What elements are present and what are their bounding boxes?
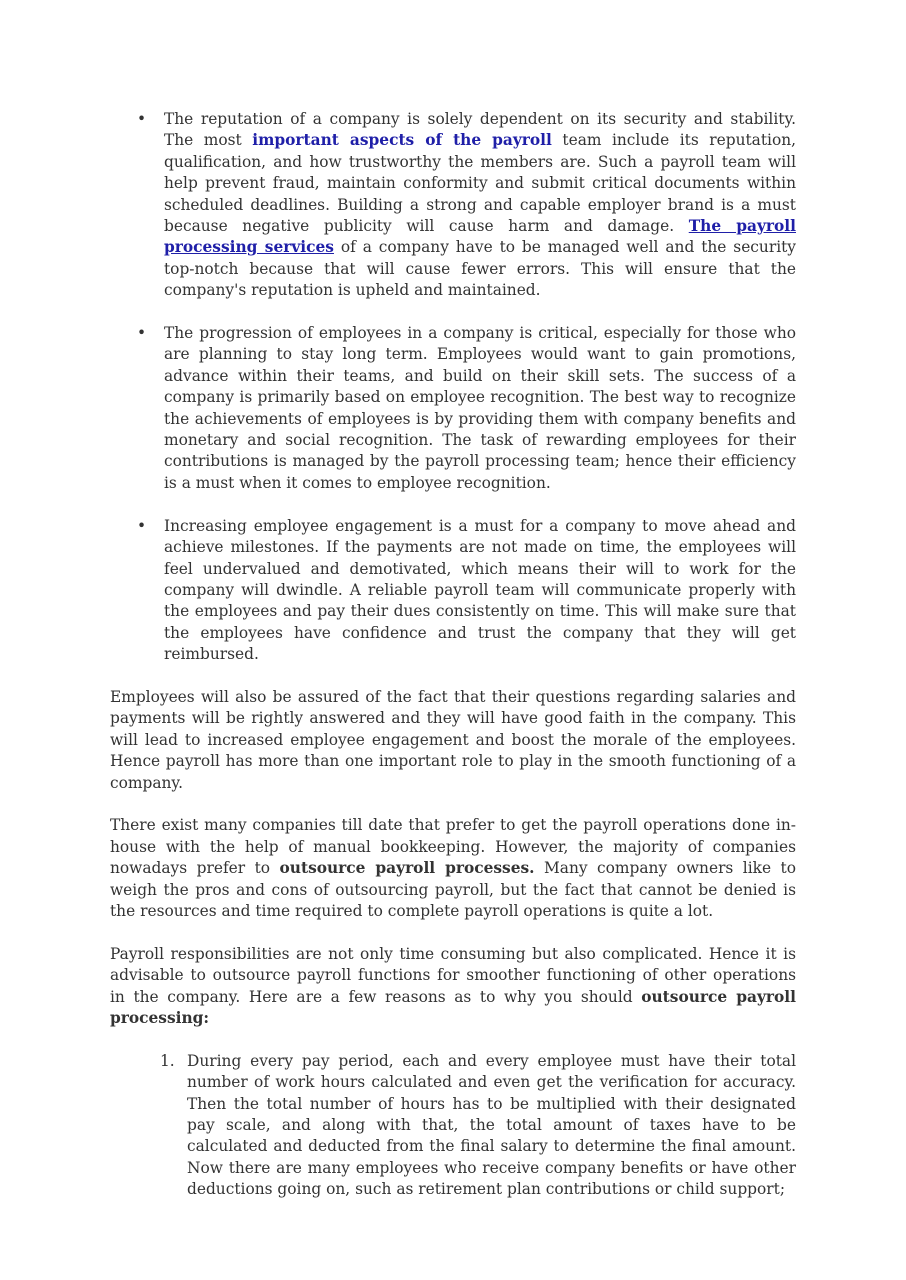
reason-number: 1.: [160, 1051, 175, 1070]
highlight-payroll-aspects: important aspects of the payroll: [252, 131, 552, 150]
bullet-item-progression: [110, 323, 796, 494]
paragraph-text: Many company owners like to weigh the pros and cons of outsourcing payroll, but the fact that cannot be denied is the resources and time required to complete payroll operations is quite a lot.: [110, 859, 796, 920]
bullet-text: Increasing employee engagement is a must for a company to move ahead and achieve milestones. If the payments are not made on time, the employees will feel undervalued and demotivated, which means their will to work for the company will dwindle. A reliable payroll team will communicate properly with the employees and pay their dues consistently on time. This will make sure that the employees have confidence and trust the company that they will get reimbursed.: [164, 516, 796, 664]
reasons-list: [110, 1051, 796, 1201]
paragraph-employee-assurance: Employees will also be assured of the fact that their questions regarding salaries and payments will be rightly answered and they will have good faith in the company. This will lead to increased employee engagement and boost the morale of the employees. Hence payroll has more than one important role to play in the smooth functioning of a company.: [110, 687, 796, 792]
bullet-text: of a company have to be managed well and the security top-notch because that will cause fewer errors. This will ensure that the company's reputation is upheld and maintained.: [164, 238, 796, 300]
reason-text: During every pay period, each and every employee must have their total number of work hours calculated and even get the verification for accuracy. Then the total number of hours has to be multiplied with their designated pay scale, and along with that, the total amount of taxes have to be calculated and deducted from the final salary to determine the final amount. Now there are many employees who receive company benefits or have other deductions going on, such as retirement plan contributions or child support;: [187, 1051, 796, 1199]
bullet-icon: •: [137, 324, 147, 343]
paragraph-outsourcing: [110, 815, 796, 922]
bullet-text: team include its reputation, qualification, and how trustworthy the members are. Such a payroll team will help prevent fraud, maintain conformity and submit critical documents within scheduled deadlines. Building a strong and capable employer brand is a must because negative publicity will cause harm and damage.: [164, 131, 797, 236]
reason-item-1: [110, 1051, 796, 1201]
paragraph-text: Payroll responsibilities are not only time consuming but also complicated. Hence it is advisable to outsource payroll functions for smoother functioning of other operations in the company. Here are a few reasons as to why you should: [110, 944, 796, 1006]
payroll-processing-services-link[interactable]: The payroll processing services: [164, 217, 796, 257]
bullet-text: The reputation of a company is solely dependent on its security and stability. The most: [164, 110, 796, 150]
paragraph-reasons-intro: [110, 944, 796, 1030]
bold-outsource-processes: outsource payroll processes.: [279, 859, 535, 878]
document-page: [110, 109, 796, 1201]
bold-outsource-processing: outsource payroll processing:: [110, 987, 796, 1027]
bullet-text: The progression of employees in a company is critical, especially for those who are planning to stay long term. Employees would want to gain promotions, advance within their teams, and build on their skill sets. The success of a company is primarily based on employee recognition. The best way to recognize the achievements of employees is by providing them with company benefits and monetary and social recognition. The task of rewarding employees for their contributions is managed by the payroll processing team; hence their efficiency is a must when it comes to employee recognition.: [164, 324, 796, 492]
bullet-list: [110, 109, 796, 666]
bullet-item-engagement: [110, 516, 796, 666]
bullet-icon: •: [137, 110, 147, 128]
paragraph-text: There exist many companies till date that prefer to get the payroll operations done in-house with the help of manual bookkeeping. However, the majority of companies nowadays prefer to: [110, 816, 796, 878]
bullet-icon: •: [137, 516, 147, 535]
bullet-item-reputation: [110, 109, 796, 302]
